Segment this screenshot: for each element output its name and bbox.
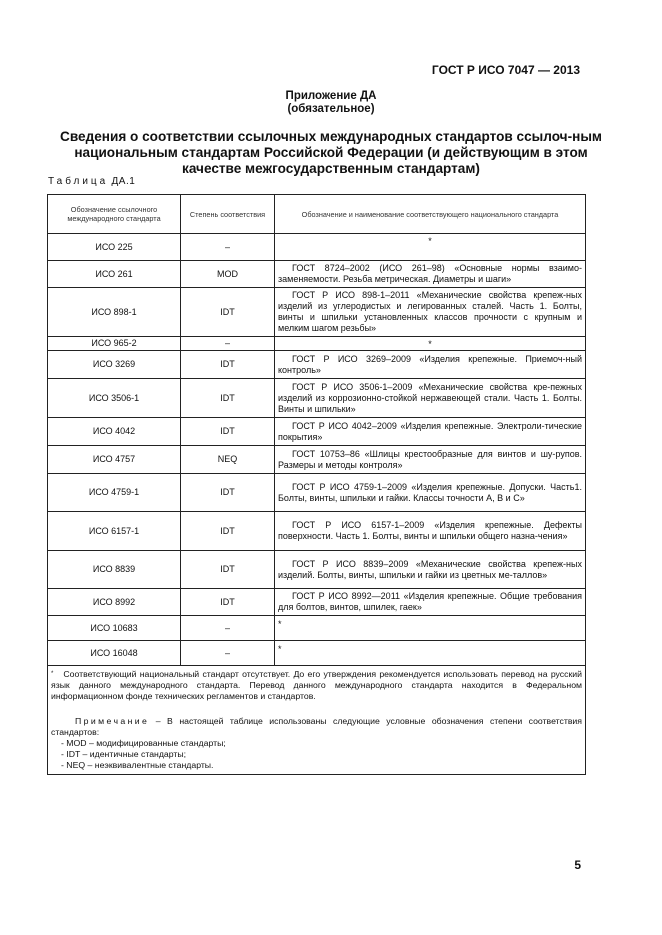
iso-cell: ИСО 261 [48, 261, 181, 288]
national-cell [275, 379, 586, 418]
table-row [48, 641, 586, 666]
national-cell [275, 288, 586, 337]
table-label-number: ДА.1 [111, 176, 136, 187]
national-cell [275, 418, 586, 446]
national-text: ГОСТ Р ИСО 898-1–2011 «Механические свойства крепеж-ных изделий из углеродистых и легированных сталей. Часть 1. Болты, винты и шпильки установленных классов прочности с крупным и мелким шагом резьбы» [278, 290, 582, 333]
annex-subtitle: (обязательное) [287, 103, 375, 115]
iso-cell: ИСО 6157-1 [48, 512, 181, 551]
table-row [48, 337, 586, 351]
header-national: Обозначение и наименование соответствующего национального стандарта [275, 195, 586, 234]
national-cell [275, 589, 586, 616]
degree-cell: IDT [181, 418, 275, 446]
footnote-mark: * [51, 671, 54, 677]
national-cell: * [275, 641, 586, 666]
page-number: 5 [574, 858, 581, 872]
national-cell [275, 351, 586, 379]
iso-cell: ИСО 3506-1 [48, 379, 181, 418]
table-label [48, 176, 135, 187]
notes-row [48, 666, 586, 775]
note-item: - MOD – модифицированные стандарты; [61, 738, 226, 748]
table-row [48, 616, 586, 641]
degree-cell: – [181, 641, 275, 666]
national-cell [275, 474, 586, 512]
iso-cell: ИСО 4759-1 [48, 474, 181, 512]
iso-cell: ИСО 3269 [48, 351, 181, 379]
national-cell: * [275, 234, 586, 261]
degree-cell: MOD [181, 261, 275, 288]
header-iso: Обозначение ссылочного международного стандарта [48, 195, 181, 234]
note-item: - IDT – идентичные стандарты; [61, 749, 187, 759]
degree-cell: IDT [181, 351, 275, 379]
table-header-row [48, 195, 586, 234]
table-row [48, 261, 586, 288]
notes-cell [48, 666, 586, 775]
national-cell [275, 261, 586, 288]
degree-cell: IDT [181, 589, 275, 616]
table-row [48, 512, 586, 551]
degree-cell: – [181, 337, 275, 351]
header-degree: Степень соответствия [181, 195, 275, 234]
iso-cell: ИСО 10683 [48, 616, 181, 641]
iso-cell: ИСО 8992 [48, 589, 181, 616]
iso-cell: ИСО 4757 [48, 446, 181, 474]
table-row [48, 351, 586, 379]
footnote [51, 669, 582, 702]
table-row [48, 551, 586, 589]
table-row [48, 234, 586, 261]
national-text: ГОСТ Р ИСО 4759-1–2009 «Изделия крепежные. Допуски. Часть1. Болты, винты, шпильки и гайки. Классы точности А, В и С» [278, 481, 582, 503]
section-title: Сведения о соответствии ссылочных международных стандартов ссылоч-ным национальным стандартам Российской Федерации (и действующим в этом качестве межгосударственным стандартам) [60, 129, 602, 176]
table-row [48, 418, 586, 446]
table-label-word: Таблица [48, 176, 109, 187]
iso-cell: ИСО 965-2 [48, 337, 181, 351]
note-text: – В настоящей таблице использованы следующие условные обозначения степени соответствия стандартов: [51, 716, 582, 737]
degree-cell: IDT [181, 512, 275, 551]
table-row [48, 379, 586, 418]
table-row [48, 474, 586, 512]
national-text: ГОСТ Р ИСО 3269–2009 «Изделия крепежные. Приемоч-ный контроль» [278, 353, 582, 375]
annex-title: Приложение ДА [285, 90, 377, 102]
national-cell: * [275, 337, 586, 351]
national-text: ГОСТ Р ИСО 3506-1–2009 «Механические свойства кре-пежных изделий из коррозионно-стойкой нержавеющей стали. Часть 1. Болты. Винты и шпильки» [278, 381, 582, 414]
iso-cell: ИСО 4042 [48, 418, 181, 446]
correspondence-table [47, 194, 586, 775]
degree-cell: IDT [181, 551, 275, 589]
degree-cell: IDT [181, 288, 275, 337]
national-text: ГОСТ Р ИСО 8992—2011 «Изделия крепежные. Общие требования для болтов, винтов, шпилек, гаек» [278, 591, 582, 612]
national-cell [275, 551, 586, 589]
annex-heading [0, 90, 662, 116]
national-text: ГОСТ 8724–2002 (ИСО 261–98) «Основные нормы взаимо-заменяемости. Резьба метрическая. Диаметры и шаги» [278, 263, 582, 284]
table-row [48, 446, 586, 474]
iso-cell: ИСО 225 [48, 234, 181, 261]
iso-cell: ИСО 16048 [48, 641, 181, 666]
note-word: Примечание [75, 716, 150, 726]
degree-cell: – [181, 616, 275, 641]
degree-cell: IDT [181, 474, 275, 512]
table-row [48, 589, 586, 616]
degree-cell: NEQ [181, 446, 275, 474]
note [51, 716, 582, 738]
national-cell [275, 446, 586, 474]
footnote-text: Соответствующий национальный стандарт отсутствует. До его утверждения рекомендуется использовать перевод на русский язык данного международного стандарта. Перевод данного международного стандарта находится в Федеральном информационном фонде технических регламентов и стандартов. [51, 669, 582, 701]
degree-cell: – [181, 234, 275, 261]
iso-cell: ИСО 898-1 [48, 288, 181, 337]
table-row [48, 288, 586, 337]
document-number: ГОСТ Р ИСО 7047 — 2013 [431, 63, 580, 77]
national-text: ГОСТ Р ИСО 6157-1–2009 «Изделия крепежные. Дефекты поверхности. Часть 1. Болты, винты и шпильки общего назна-чения» [278, 520, 582, 541]
national-cell [275, 512, 586, 551]
national-text: ГОСТ Р ИСО 8839–2009 «Механические свойства крепеж-ных изделий. Болты, винты, шпильки и гайки из цветных ме-таллов» [278, 558, 582, 580]
national-text: ГОСТ Р ИСО 4042–2009 «Изделия крепежные. Электроли-тические покрытия» [278, 420, 582, 442]
note-item: - NEQ – неэквивалентные стандарты. [61, 760, 214, 770]
national-cell: * [275, 616, 586, 641]
national-text: ГОСТ 10753–86 «Шлицы крестообразные для винтов и шу-рупов. Размеры и методы контроля» [278, 448, 582, 470]
degree-cell: IDT [181, 379, 275, 418]
iso-cell: ИСО 8839 [48, 551, 181, 589]
